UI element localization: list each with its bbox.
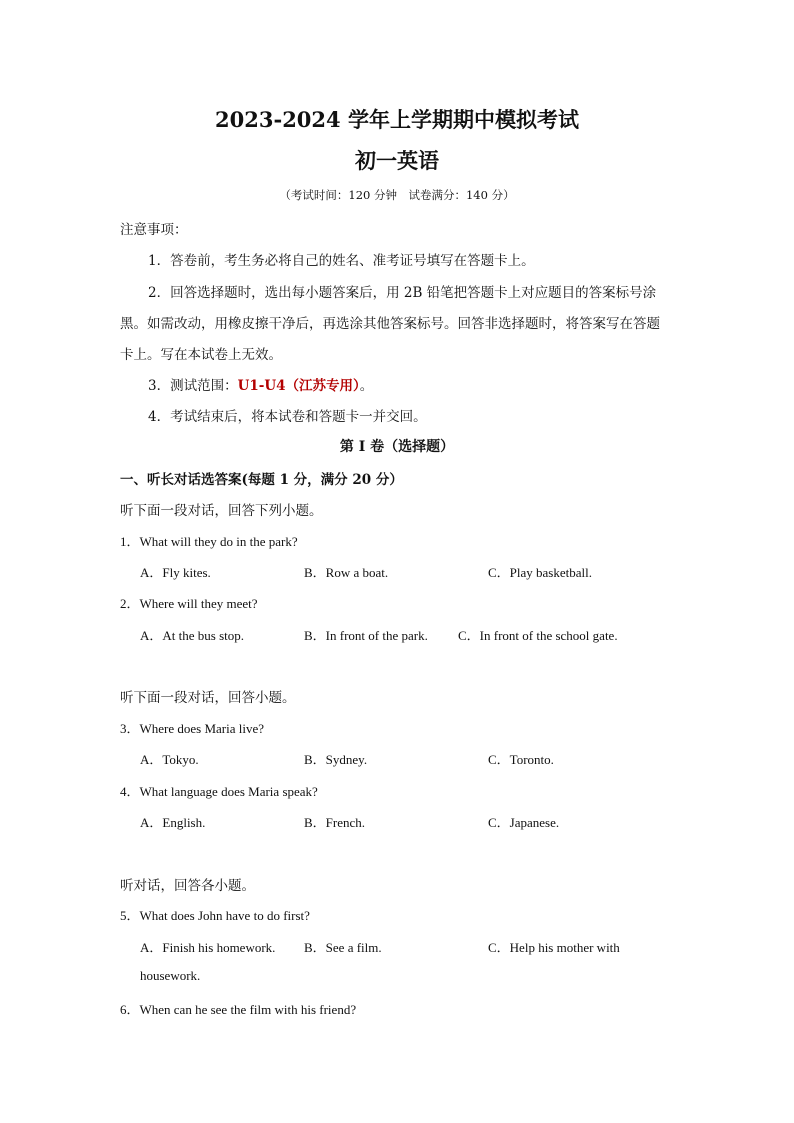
question-4-option-a: A．English. bbox=[140, 815, 206, 830]
question-1-option-a: A．Fly kites. bbox=[140, 565, 211, 580]
question-2-option-b: B．In front of the park. bbox=[304, 628, 428, 643]
question-2-option-c: C．In front of the school gate. bbox=[458, 628, 618, 643]
part-heading: 一、听长对话选答案(每题 1 分，满分 20 分） bbox=[120, 472, 403, 488]
note-item-4: 4．考试结束后，将本试卷和答题卡一并交回。 bbox=[148, 409, 427, 425]
question-3-option-a: A．Tokyo. bbox=[140, 752, 199, 767]
test-scope: U1-U4（江苏专用） bbox=[237, 378, 360, 394]
question-5-option-a: A．Finish his homework. bbox=[140, 940, 276, 955]
question-1-option-c: C．Play basketball. bbox=[488, 565, 592, 580]
notes-heading: 注意事项： bbox=[120, 222, 188, 238]
question-6-stem: 6．When can he see the film with his friend? bbox=[120, 1002, 357, 1017]
question-2-option-a: A．At the bus stop. bbox=[140, 628, 245, 643]
group2-instruction: 听下面一段对话，回答小题。 bbox=[120, 690, 296, 706]
section-title: 第 I 卷（选择题） bbox=[339, 439, 455, 455]
question-2-stem: 2．Where will they meet? bbox=[120, 596, 258, 611]
exam-title: 2023-2024 学年上学期期中模拟考试 bbox=[215, 107, 579, 132]
question-3-option-b: B．Sydney. bbox=[304, 752, 368, 767]
question-4-stem: 4．What language does Maria speak? bbox=[120, 784, 318, 799]
exam-subject: 初一英语 bbox=[355, 148, 439, 173]
note-item-3-prefix: 3．测试范围： bbox=[148, 378, 238, 394]
question-4-option-c: C．Japanese. bbox=[488, 815, 560, 830]
exam-info: （考试时间：120 分钟 试卷满分：140 分） bbox=[279, 188, 515, 202]
note-item-3 bbox=[148, 374, 373, 394]
question-5-option-c-continued: housework. bbox=[140, 968, 201, 983]
group1-instruction: 听下面一段对话，回答下列小题。 bbox=[120, 503, 323, 519]
question-5-option-c: C．Help his mother with bbox=[488, 940, 620, 955]
question-5-option-b: B．See a film. bbox=[304, 940, 382, 955]
question-1-stem: 1．What will they do in the park? bbox=[120, 534, 298, 549]
question-3-option-c: C．Toronto. bbox=[488, 752, 554, 767]
note-item-2-line-2: 黑。如需改动，用橡皮擦干净后，再选涂其他答案标号。回答非选择题时，将答案写在答题 bbox=[120, 316, 660, 332]
question-1-option-b: B．Row a boat. bbox=[304, 565, 389, 580]
note-item-2-line-3: 卡上。写在本试卷上无效。 bbox=[120, 347, 282, 363]
question-3-stem: 3．Where does Maria live? bbox=[120, 721, 265, 736]
question-5-stem: 5．What does John have to do first? bbox=[120, 908, 310, 923]
group3-instruction: 听对话，回答各小题。 bbox=[120, 878, 255, 894]
note-item-2-line-1: 2．回答选择题时，选出每小题答案后，用 2B 铅笔把答题卡上对应题目的答案标号涂 bbox=[148, 285, 657, 301]
note-item-3-suffix: 。 bbox=[359, 378, 374, 394]
note-item-1: 1．答卷前，考生务必将自己的姓名、准考证号填写在答题卡上。 bbox=[148, 253, 535, 269]
question-4-option-b: B．French. bbox=[304, 815, 366, 830]
